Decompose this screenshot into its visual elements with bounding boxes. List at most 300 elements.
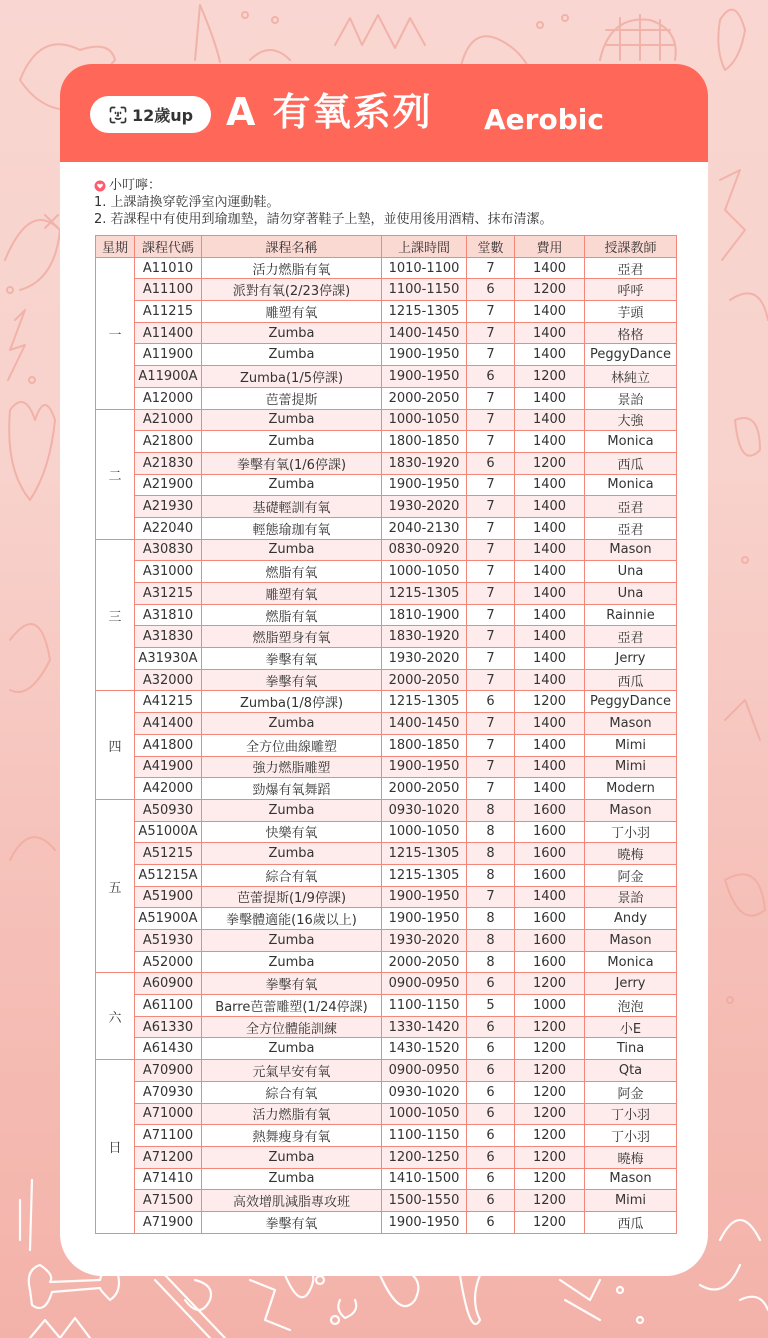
course-code-cell: A71100 <box>135 1125 202 1147</box>
course-code-cell: A21900 <box>135 474 202 496</box>
course-name-cell: 綜合有氧 <box>202 1081 382 1103</box>
time-cell: 0900-0950 <box>382 1060 467 1082</box>
table-row <box>96 995 677 1017</box>
time-cell: 1000-1050 <box>382 409 467 431</box>
course-name-cell: Zumba <box>202 1168 382 1190</box>
instructor-cell: 泡泡 <box>585 995 677 1017</box>
course-name-cell: 芭蕾提斯(1/9停課) <box>202 886 382 908</box>
course-name-cell: 全方位體能訓練 <box>202 1016 382 1038</box>
sessions-cell: 7 <box>467 257 515 279</box>
table-row <box>96 691 677 713</box>
weekday-cell: 六 <box>96 973 135 1060</box>
time-cell: 1900-1950 <box>382 756 467 778</box>
instructor-cell: 亞君 <box>585 496 677 518</box>
fee-cell: 1200 <box>515 1168 585 1190</box>
sessions-cell: 6 <box>467 1146 515 1168</box>
instructor-cell: Monica <box>585 474 677 496</box>
table-row <box>96 864 677 886</box>
fee-cell: 1400 <box>515 474 585 496</box>
time-cell: 1900-1950 <box>382 474 467 496</box>
course-code-cell: A71200 <box>135 1146 202 1168</box>
table-row <box>96 452 677 474</box>
instructor-cell: 西瓜 <box>585 1211 677 1233</box>
time-cell: 2000-2050 <box>382 778 467 800</box>
time-cell: 1400-1450 <box>382 713 467 735</box>
age-badge <box>90 96 211 133</box>
fee-cell: 1200 <box>515 279 585 301</box>
sessions-cell: 6 <box>467 1211 515 1233</box>
table-row <box>96 713 677 735</box>
time-cell: 2000-2050 <box>382 669 467 691</box>
sessions-cell: 7 <box>467 496 515 518</box>
instructor-cell: Una <box>585 561 677 583</box>
course-code-cell: A21000 <box>135 409 202 431</box>
sessions-cell: 8 <box>467 799 515 821</box>
course-code-cell: A51900A <box>135 908 202 930</box>
sessions-cell: 6 <box>467 1190 515 1212</box>
course-code-cell: A11400 <box>135 322 202 344</box>
table-row <box>96 539 677 561</box>
instructor-cell: 阿金 <box>585 864 677 886</box>
time-cell: 1930-2020 <box>382 648 467 670</box>
course-code-cell: A61430 <box>135 1038 202 1060</box>
note-item-2: 2. 若課程中有使用到瑜珈墊，請勿穿著鞋子上墊，並使用後用酒精、抹布清潔。 <box>94 212 553 227</box>
weekday-cell: 四 <box>96 691 135 799</box>
sessions-cell: 7 <box>467 344 515 366</box>
table-row <box>96 1125 677 1147</box>
course-name-cell: 拳擊有氧 <box>202 973 382 995</box>
note-item-1: 1. 上課請換穿乾淨室內運動鞋。 <box>94 195 280 210</box>
page-title: A 有氧系列 <box>226 90 433 134</box>
course-name-cell: 雕塑有氧 <box>202 301 382 323</box>
course-name-cell: 基礎輕訓有氧 <box>202 496 382 518</box>
fee-cell: 1600 <box>515 908 585 930</box>
table-row <box>96 648 677 670</box>
table-header-row <box>96 236 677 258</box>
course-name-cell: 拳擊有氧 <box>202 648 382 670</box>
sessions-cell: 7 <box>467 604 515 626</box>
course-code-cell: A71410 <box>135 1168 202 1190</box>
fee-cell: 1200 <box>515 1016 585 1038</box>
course-name-cell: 拳擊有氧(1/6停課) <box>202 452 382 474</box>
time-cell: 1800-1850 <box>382 431 467 453</box>
time-cell: 0930-1020 <box>382 1081 467 1103</box>
course-code-cell: A41800 <box>135 734 202 756</box>
fee-cell: 1200 <box>515 1081 585 1103</box>
sessions-cell: 8 <box>467 843 515 865</box>
course-name-cell: 元氣早安有氧 <box>202 1060 382 1082</box>
instructor-cell: Jerry <box>585 973 677 995</box>
time-cell: 1900-1950 <box>382 366 467 388</box>
fee-cell: 1400 <box>515 713 585 735</box>
sessions-cell: 7 <box>467 734 515 756</box>
course-code-cell: A11010 <box>135 257 202 279</box>
fee-cell: 1600 <box>515 864 585 886</box>
instructor-cell: 阿金 <box>585 1081 677 1103</box>
time-cell: 1100-1150 <box>382 279 467 301</box>
fee-cell: 1200 <box>515 1038 585 1060</box>
fee-cell: 1400 <box>515 431 585 453</box>
instructor-cell: 亞君 <box>585 626 677 648</box>
fee-cell: 1600 <box>515 821 585 843</box>
sessions-cell: 7 <box>467 517 515 539</box>
time-cell: 1100-1150 <box>382 1125 467 1147</box>
fee-cell: 1600 <box>515 799 585 821</box>
table-row <box>96 604 677 626</box>
sessions-cell: 7 <box>467 669 515 691</box>
time-cell: 2040-2130 <box>382 517 467 539</box>
table-row <box>96 843 677 865</box>
course-code-cell: A21930 <box>135 496 202 518</box>
sessions-cell: 6 <box>467 973 515 995</box>
course-code-cell: A41400 <box>135 713 202 735</box>
table-row <box>96 409 677 431</box>
sessions-cell: 6 <box>467 1081 515 1103</box>
course-code-cell: A51000A <box>135 821 202 843</box>
course-name-cell: 拳擊有氧 <box>202 1211 382 1233</box>
sessions-cell: 7 <box>467 713 515 735</box>
course-name-cell: 全方位曲線雕塑 <box>202 734 382 756</box>
weekday-cell: 一 <box>96 257 135 409</box>
instructor-cell: Modern <box>585 778 677 800</box>
time-cell: 1900-1950 <box>382 908 467 930</box>
course-name-cell: Zumba <box>202 409 382 431</box>
fee-cell: 1600 <box>515 843 585 865</box>
time-cell: 1930-2020 <box>382 496 467 518</box>
course-name-cell: Barre芭蕾雕塑(1/24停課) <box>202 995 382 1017</box>
time-cell: 0900-0950 <box>382 973 467 995</box>
time-cell: 2000-2050 <box>382 951 467 973</box>
course-name-cell: 活力燃脂有氧 <box>202 257 382 279</box>
sessions-cell: 7 <box>467 301 515 323</box>
sessions-cell: 6 <box>467 366 515 388</box>
course-name-cell: 雕塑有氧 <box>202 583 382 605</box>
col-course-code: 課程代碼 <box>135 236 202 258</box>
course-name-cell: 熱舞瘦身有氧 <box>202 1125 382 1147</box>
course-name-cell: Zumba <box>202 951 382 973</box>
table-row <box>96 1168 677 1190</box>
time-cell: 1215-1305 <box>382 301 467 323</box>
sessions-cell: 7 <box>467 322 515 344</box>
table-row <box>96 387 677 409</box>
course-name-cell: 勁爆有氧舞蹈 <box>202 778 382 800</box>
course-name-cell: 拳擊有氧 <box>202 669 382 691</box>
instructor-cell: Monica <box>585 951 677 973</box>
table-row <box>96 561 677 583</box>
instructor-cell: 西瓜 <box>585 452 677 474</box>
fee-cell: 1400 <box>515 496 585 518</box>
table-row <box>96 583 677 605</box>
fee-cell: 1200 <box>515 366 585 388</box>
table-row <box>96 778 677 800</box>
instructor-cell: PeggyDance <box>585 344 677 366</box>
course-name-cell: Zumba <box>202 474 382 496</box>
weekday-cell: 日 <box>96 1060 135 1234</box>
sessions-cell: 8 <box>467 908 515 930</box>
age-badge-label: 12歲up <box>131 106 194 125</box>
course-name-cell: Zumba <box>202 799 382 821</box>
table-row <box>96 908 677 930</box>
fee-cell: 1400 <box>515 322 585 344</box>
course-name-cell: 輕態瑜珈有氧 <box>202 517 382 539</box>
instructor-cell: Andy <box>585 908 677 930</box>
sessions-cell: 7 <box>467 583 515 605</box>
instructor-cell: Monica <box>585 431 677 453</box>
time-cell: 1800-1850 <box>382 734 467 756</box>
course-code-cell: A11900A <box>135 366 202 388</box>
instructor-cell: 丁小羽 <box>585 821 677 843</box>
course-code-cell: A51900 <box>135 886 202 908</box>
instructor-cell: 景詒 <box>585 886 677 908</box>
instructor-cell: 曉梅 <box>585 843 677 865</box>
col-time: 上課時間 <box>382 236 467 258</box>
sessions-cell: 6 <box>467 279 515 301</box>
table-row <box>96 257 677 279</box>
course-code-cell: A21800 <box>135 431 202 453</box>
time-cell: 1430-1520 <box>382 1038 467 1060</box>
sessions-cell: 6 <box>467 1016 515 1038</box>
time-cell: 1010-1100 <box>382 257 467 279</box>
course-code-cell: A41215 <box>135 691 202 713</box>
time-cell: 1000-1050 <box>382 561 467 583</box>
time-cell: 1810-1900 <box>382 604 467 626</box>
sessions-cell: 8 <box>467 951 515 973</box>
sessions-cell: 7 <box>467 778 515 800</box>
course-code-cell: A42000 <box>135 778 202 800</box>
table-row <box>96 366 677 388</box>
sessions-cell: 6 <box>467 691 515 713</box>
face-id-icon <box>108 105 128 125</box>
course-schedule-table <box>95 235 677 1234</box>
course-code-cell: A31830 <box>135 626 202 648</box>
course-name-cell: Zumba(1/8停課) <box>202 691 382 713</box>
sessions-cell: 6 <box>467 452 515 474</box>
course-name-cell: Zumba <box>202 713 382 735</box>
table-row <box>96 1146 677 1168</box>
course-name-cell: 燃脂有氧 <box>202 561 382 583</box>
course-name-cell: Zumba <box>202 344 382 366</box>
reminder-notes <box>94 177 553 228</box>
table-row <box>96 799 677 821</box>
instructor-cell: 亞君 <box>585 257 677 279</box>
instructor-cell: 曉梅 <box>585 1146 677 1168</box>
instructor-cell: 格格 <box>585 322 677 344</box>
weekday-cell: 三 <box>96 539 135 691</box>
sessions-cell: 8 <box>467 821 515 843</box>
time-cell: 1215-1305 <box>382 843 467 865</box>
fee-cell: 1400 <box>515 778 585 800</box>
fee-cell: 1200 <box>515 452 585 474</box>
time-cell: 1500-1550 <box>382 1190 467 1212</box>
fee-cell: 1400 <box>515 626 585 648</box>
fee-cell: 1400 <box>515 387 585 409</box>
course-code-cell: A70900 <box>135 1060 202 1082</box>
course-name-cell: Zumba <box>202 1038 382 1060</box>
course-name-cell: 燃脂有氧 <box>202 604 382 626</box>
table-row <box>96 1190 677 1212</box>
time-cell: 1000-1050 <box>382 1103 467 1125</box>
instructor-cell: Rainnie <box>585 604 677 626</box>
fee-cell: 1000 <box>515 995 585 1017</box>
time-cell: 1215-1305 <box>382 691 467 713</box>
time-cell: 1900-1950 <box>382 344 467 366</box>
time-cell: 2000-2050 <box>382 387 467 409</box>
sessions-cell: 6 <box>467 1060 515 1082</box>
instructor-cell: 呼呼 <box>585 279 677 301</box>
fee-cell: 1200 <box>515 973 585 995</box>
course-code-cell: A61100 <box>135 995 202 1017</box>
time-cell: 1410-1500 <box>382 1168 467 1190</box>
instructor-cell: PeggyDance <box>585 691 677 713</box>
table-row <box>96 1081 677 1103</box>
fee-cell: 1400 <box>515 301 585 323</box>
table-row <box>96 886 677 908</box>
course-code-cell: A51930 <box>135 930 202 952</box>
instructor-cell: Una <box>585 583 677 605</box>
course-code-cell: A52000 <box>135 951 202 973</box>
course-name-cell: 拳擊體適能(16歲以上) <box>202 908 382 930</box>
col-weekday: 星期 <box>96 236 135 258</box>
course-code-cell: A12000 <box>135 387 202 409</box>
table-row <box>96 1038 677 1060</box>
course-name-cell: 派對有氧(2/23停課) <box>202 279 382 301</box>
course-name-cell: 強力燃脂雕塑 <box>202 756 382 778</box>
sessions-cell: 7 <box>467 474 515 496</box>
time-cell: 1830-1920 <box>382 626 467 648</box>
time-cell: 1900-1950 <box>382 886 467 908</box>
sessions-cell: 7 <box>467 886 515 908</box>
table-row <box>96 951 677 973</box>
fee-cell: 1400 <box>515 886 585 908</box>
time-cell: 1215-1305 <box>382 864 467 886</box>
table-row <box>96 474 677 496</box>
sessions-cell: 7 <box>467 561 515 583</box>
course-code-cell: A71900 <box>135 1211 202 1233</box>
fee-cell: 1200 <box>515 691 585 713</box>
course-name-cell: Zumba <box>202 322 382 344</box>
course-name-cell: Zumba <box>202 843 382 865</box>
time-cell: 1000-1050 <box>382 821 467 843</box>
table-row <box>96 626 677 648</box>
course-code-cell: A22040 <box>135 517 202 539</box>
instructor-cell: 丁小羽 <box>585 1125 677 1147</box>
fee-cell: 1400 <box>515 734 585 756</box>
time-cell: 1215-1305 <box>382 583 467 605</box>
course-name-cell: Zumba <box>202 1146 382 1168</box>
col-sessions: 堂數 <box>467 236 515 258</box>
instructor-cell: Mason <box>585 713 677 735</box>
fee-cell: 1400 <box>515 409 585 431</box>
col-course-name: 課程名稱 <box>202 236 382 258</box>
time-cell: 1200-1250 <box>382 1146 467 1168</box>
table-row <box>96 756 677 778</box>
heart-icon <box>94 180 106 192</box>
fee-cell: 1400 <box>515 756 585 778</box>
course-code-cell: A61330 <box>135 1016 202 1038</box>
instructor-cell: Mason <box>585 799 677 821</box>
course-code-cell: A31810 <box>135 604 202 626</box>
card-header <box>60 64 708 162</box>
table-row <box>96 734 677 756</box>
table-row <box>96 1060 677 1082</box>
table-row <box>96 973 677 995</box>
course-code-cell: A60900 <box>135 973 202 995</box>
time-cell: 0830-0920 <box>382 539 467 561</box>
course-code-cell: A11215 <box>135 301 202 323</box>
sessions-cell: 6 <box>467 1168 515 1190</box>
sessions-cell: 7 <box>467 387 515 409</box>
instructor-cell: 景詒 <box>585 387 677 409</box>
fee-cell: 1600 <box>515 951 585 973</box>
sessions-cell: 8 <box>467 930 515 952</box>
table-row <box>96 322 677 344</box>
instructor-cell: Mimi <box>585 734 677 756</box>
course-name-cell: 快樂有氧 <box>202 821 382 843</box>
course-code-cell: A31000 <box>135 561 202 583</box>
instructor-cell: 林純立 <box>585 366 677 388</box>
course-code-cell: A71500 <box>135 1190 202 1212</box>
course-code-cell: A51215 <box>135 843 202 865</box>
instructor-cell: 丁小羽 <box>585 1103 677 1125</box>
fee-cell: 1400 <box>515 648 585 670</box>
instructor-cell: Mimi <box>585 756 677 778</box>
course-code-cell: A70930 <box>135 1081 202 1103</box>
instructor-cell: 大強 <box>585 409 677 431</box>
sessions-cell: 7 <box>467 756 515 778</box>
notes-heading: 小叮嚀： <box>109 178 162 193</box>
instructor-cell: 亞君 <box>585 517 677 539</box>
fee-cell: 1400 <box>515 583 585 605</box>
course-code-cell: A31930A <box>135 648 202 670</box>
time-cell: 1330-1420 <box>382 1016 467 1038</box>
table-row <box>96 496 677 518</box>
fee-cell: 1200 <box>515 1060 585 1082</box>
sessions-cell: 6 <box>467 1125 515 1147</box>
instructor-cell: Mason <box>585 930 677 952</box>
instructor-cell: 芋頭 <box>585 301 677 323</box>
fee-cell: 1400 <box>515 561 585 583</box>
course-code-cell: A32000 <box>135 669 202 691</box>
fee-cell: 1400 <box>515 669 585 691</box>
schedule-card <box>60 64 708 1276</box>
course-code-cell: A51215A <box>135 864 202 886</box>
fee-cell: 1400 <box>515 604 585 626</box>
sessions-cell: 6 <box>467 1103 515 1125</box>
sessions-cell: 7 <box>467 409 515 431</box>
fee-cell: 1400 <box>515 517 585 539</box>
sessions-cell: 7 <box>467 626 515 648</box>
fee-cell: 1200 <box>515 1211 585 1233</box>
table-row <box>96 344 677 366</box>
table-body <box>96 257 677 1233</box>
time-cell: 1900-1950 <box>382 1211 467 1233</box>
sessions-cell: 5 <box>467 995 515 1017</box>
weekday-cell: 二 <box>96 409 135 539</box>
course-code-cell: A21830 <box>135 452 202 474</box>
course-name-cell: Zumba <box>202 539 382 561</box>
course-code-cell: A11900 <box>135 344 202 366</box>
sessions-cell: 7 <box>467 539 515 561</box>
table-row <box>96 1211 677 1233</box>
course-name-cell: 燃脂塑身有氧 <box>202 626 382 648</box>
weekday-cell: 五 <box>96 799 135 973</box>
fee-cell: 1200 <box>515 1190 585 1212</box>
course-code-cell: A50930 <box>135 799 202 821</box>
course-name-cell: 芭蕾提斯 <box>202 387 382 409</box>
fee-cell: 1400 <box>515 344 585 366</box>
course-code-cell: A41900 <box>135 756 202 778</box>
fee-cell: 1200 <box>515 1125 585 1147</box>
